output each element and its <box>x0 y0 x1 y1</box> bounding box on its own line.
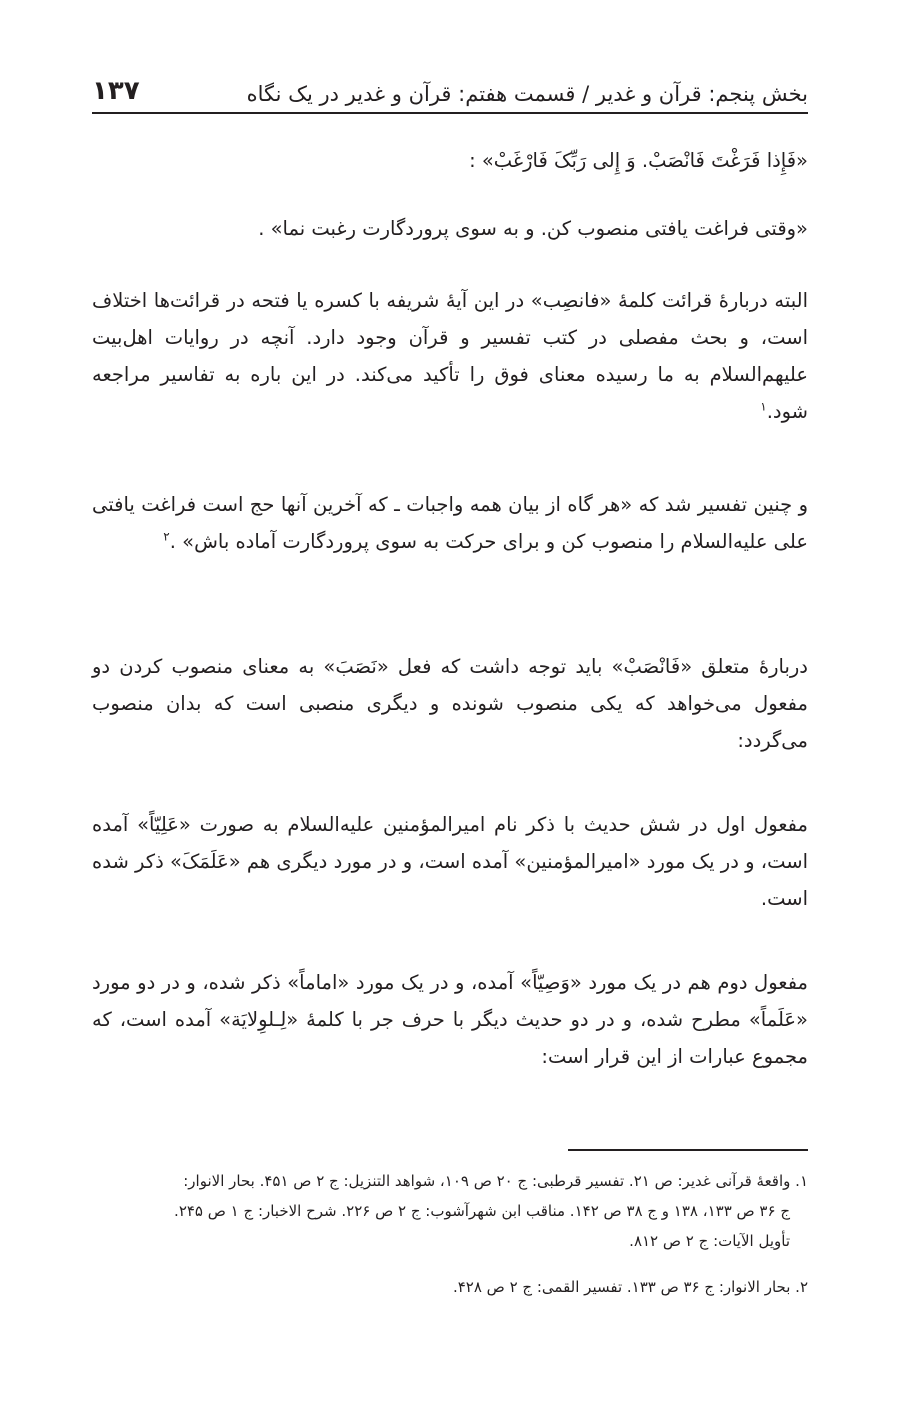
paragraph-object: دربارۀ متعلق «فَانْصَبْ» باید توجه داشت که فعل «نَصَبَ» به معنای منصوب کردن دو مفعول می‌خواهد که یکی منصوب شونده و دیگری منصبی است که بدان منصوب می‌گردد: <box>92 655 808 752</box>
running-title: بخش پنجم: قرآن و غدیر / قسمت هفتم: قرآن و غدیر در یک نگاه <box>246 82 808 106</box>
quran-verse: «فَإِذا فَرَغْتَ فَانْصَبْ. وَ إِلی رَبِّکَ فَارْغَبْ» : <box>469 149 808 172</box>
footnote-line: ۱. واقعۀ قرآنی غدیر: ص ۲۱. تفسیر قرطبی: ج ۲۰ ص ۱۰۹، شواهد التنزیل: ج ۲ ص ۴۵۱. بحار الانوار: <box>183 1172 808 1190</box>
footnote-ref: ۲ <box>163 529 170 544</box>
footnote-1 <box>92 1166 808 1256</box>
paragraph-text: و چنین تفسیر شد که «هر گاه از بیان همه واجبات ـ که آخرین آنها حج است فراغت یافتی علی علیه‌السلام را منصوب کن و برای حرکت به سوی پروردگارت آماده باش» . <box>92 493 808 553</box>
footnote-ref: ۱ <box>760 399 767 414</box>
footnote-2: ۲. بحار الانوار: ج ۳۶ ص ۱۳۳. تفسیر القمی: ج ۲ ص ۴۲۸. <box>452 1278 808 1296</box>
paragraph-first-object: مفعول اول در شش حدیث با ذکر نام امیرالمؤمنین علیه‌السلام به صورت «عَلِیّاً» آمده است، و در یک مورد «امیرالمؤمنین» آمده است، و در مورد دیگری هم «عَلَمَکَ» ذکر شده است. <box>92 813 808 910</box>
page-number: ۱۳۷ <box>92 76 140 106</box>
paragraph-text: البته دربارۀ قرائت کلمۀ «فانصِب» در این آیۀ شریفه با کسره یا فتحه در قرائت‌ها اختلاف است، و بحث مفصلی در کتب تفسیر و قرآن وجود دارد. آنچه در روایات اهل‌بیت علیهم‌السلام به ما رسیده معنای فوق را تأکید می‌کند. در این باره به تفاسیر مراجعه شود. <box>92 289 808 423</box>
paragraph-interpretation <box>92 486 808 560</box>
footnote-line: تأویل الآیات: ج ۲ ص ۸۱۲. <box>629 1232 790 1250</box>
footnote-line: ج ۳۶ ص ۱۳۳، ۱۳۸ و ج ۳۸ ص ۱۴۲. مناقب ابن شهرآشوب: ج ۲ ص ۲۲۶. شرح الاخبار: ج ۱ ص ۲۴۵. <box>174 1202 790 1220</box>
paragraph-recitation <box>92 282 808 430</box>
page-header <box>92 72 808 114</box>
footnote-divider <box>568 1149 808 1151</box>
paragraph-second-object: مفعول دوم هم در یک مورد «وَصِیّاً» آمده، و در یک مورد «اماماً» ذکر شده، و در دو مورد «عَلَماً» مطرح شده، و در دو حدیث دیگر با حرف جر با کلمۀ «لِـلوِلایَة» آمده است، که مجموع عبارات از این قرار است: <box>92 971 808 1068</box>
verse-translation: «وقتی فراغت یافتی منصوب کن. و به سوی پروردگارت رغبت نما» . <box>258 217 808 240</box>
